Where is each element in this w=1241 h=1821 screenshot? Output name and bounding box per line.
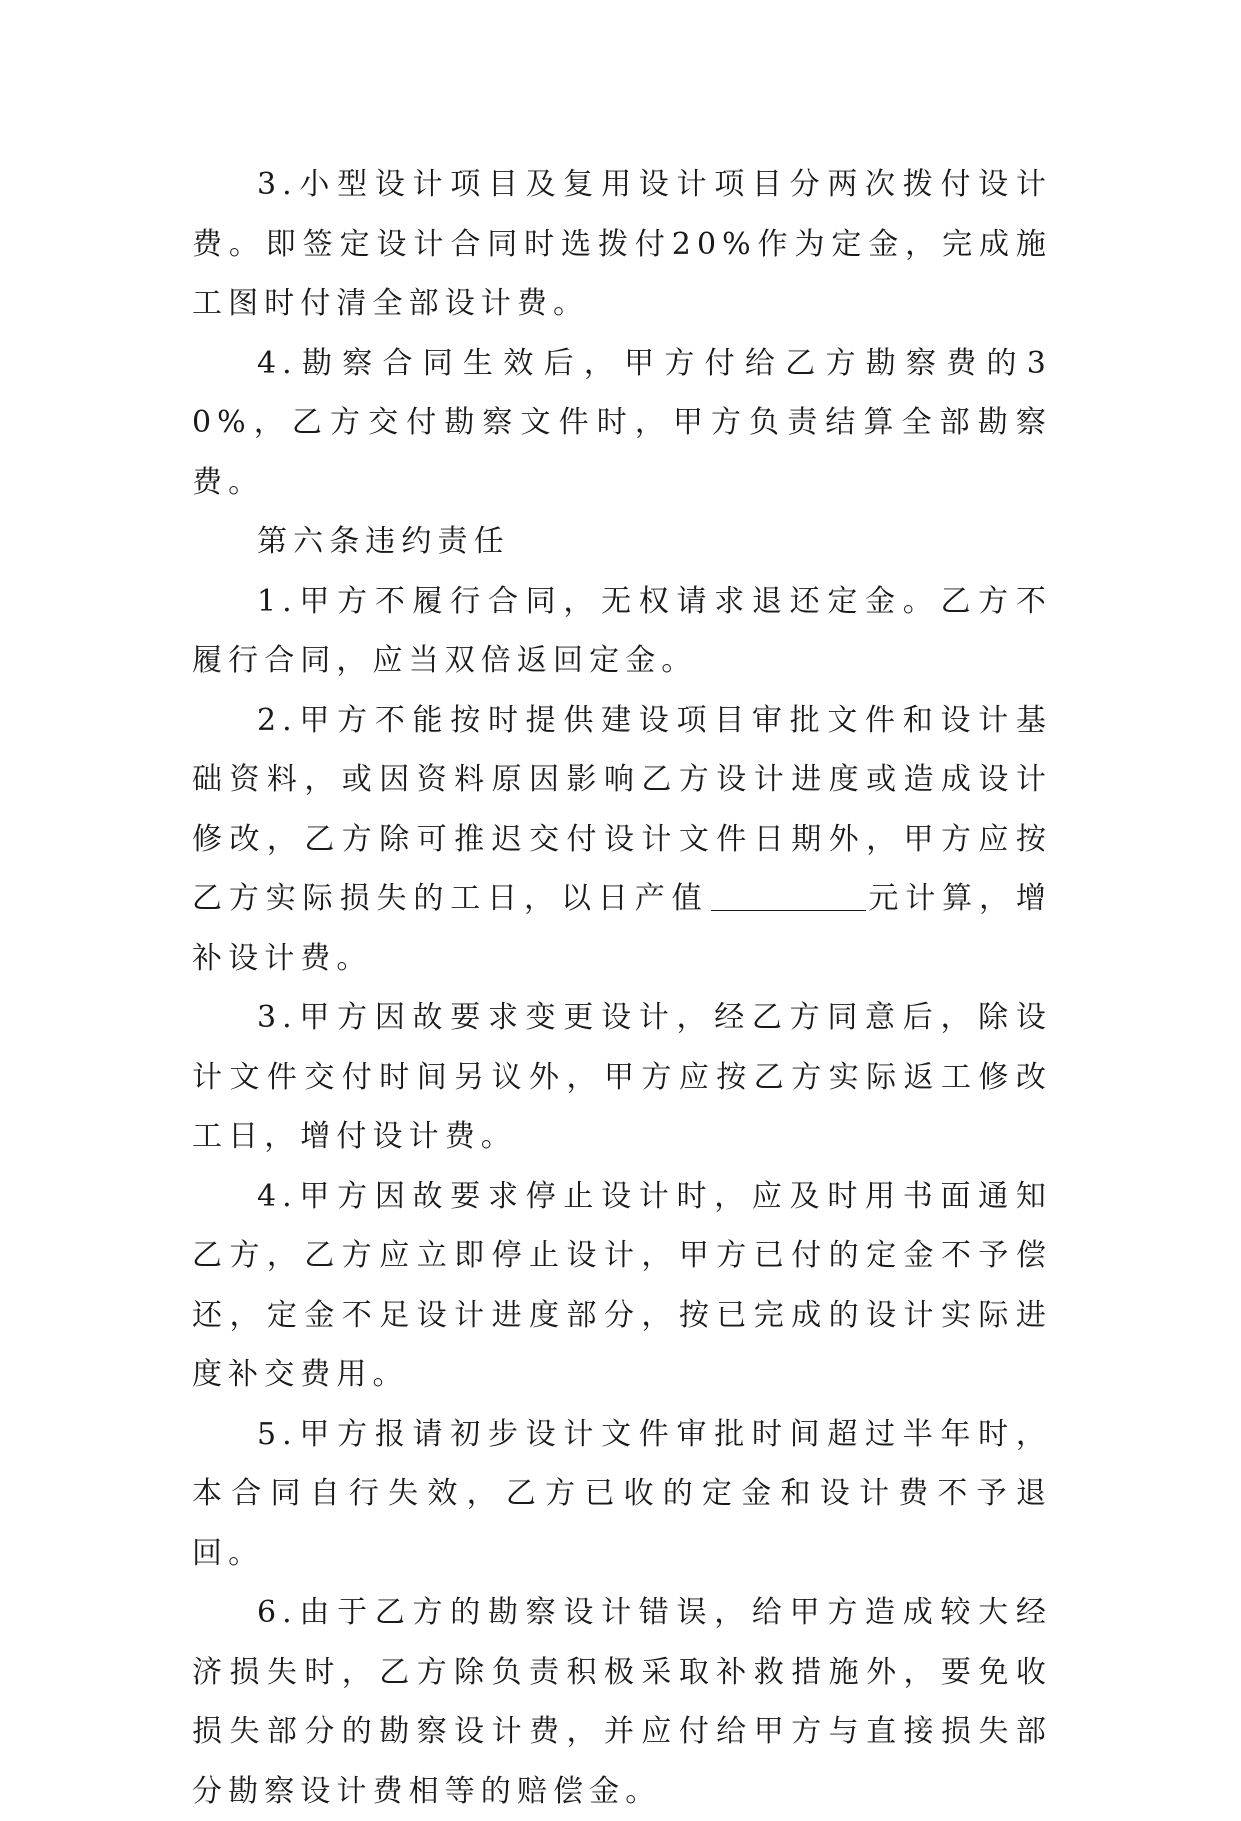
paragraph-text-before-blank: 2.甲方不能按时提供建设项目审批文件和设计基础资料，或因资料原因影响乙方设计进度或造成设计修改，乙方除可推迟交付设计文件日期外，甲方应按乙方实际损失的工日，以日产值	[192, 702, 1052, 916]
paragraph-error-compensation: 6.由于乙方的勘察设计错误，给甲方造成较大经济损失时，乙方除负责积极采取补救措施外，要免收损失部分的勘察设计费，并应付给甲方与直接损失部分勘察设计费相等的赔偿金。	[192, 1595, 1052, 1809]
fill-in-blank	[711, 880, 866, 911]
paragraph-delay-compensation	[192, 691, 1052, 989]
paragraph-text-after-blank: 元计算，增补设计费。	[192, 881, 1053, 976]
paragraph-design-stop: 4.甲方因故要求停止设计时，应及时用书面通知乙方，乙方应立即停止设计，甲方已付的定金不予偿还，定金不足设计进度部分，按已完成的设计实际进度补交费用。	[192, 1178, 1052, 1392]
paragraph-design-fee-payment: 3.小型设计项目及复用设计项目分两次拨付设计费。即签定设计合同时选拨付20%作为定金，完成施工图时付清全部设计费。	[192, 167, 1052, 321]
paragraph-contract-expiry: 5.甲方报请初步设计文件审批时间超过半年时，本合同自行失效，乙方已收的定金和设计费不予退回。	[192, 1416, 1052, 1571]
paragraph-deposit-clause: 1.甲方不履行合同，无权请求退还定金。乙方不履行合同，应当双倍返回定金。	[192, 583, 1052, 678]
paragraph-design-change: 3.甲方因故要求变更设计，经乙方同意后，除设计文件交付时间另议外，甲方应按乙方实际返工修改工日，增付设计费。	[192, 1000, 1052, 1154]
section-heading-breach-liability: 第六条违约责任	[257, 524, 510, 559]
paragraph-survey-fee-payment: 4.勘察合同生效后，甲方付给乙方勘察费的30%，乙方交付勘察文件时，甲方负责结算全部勘察费。	[192, 345, 1052, 500]
document-page	[192, 155, 1052, 1821]
